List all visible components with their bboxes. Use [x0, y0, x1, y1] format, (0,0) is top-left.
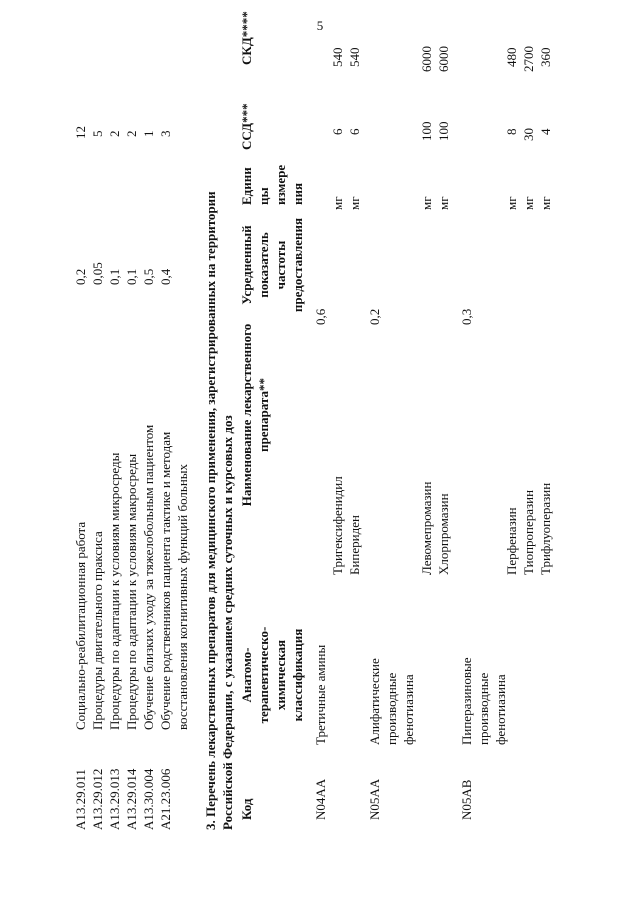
drug-ssd: 6 [330, 128, 345, 135]
drug-name: Левомепромазин [419, 481, 434, 575]
header-drug-line: препарата** [256, 378, 271, 452]
drug-unit: мг [419, 196, 434, 210]
header-frequency-line: частоты [273, 240, 288, 290]
drug-skd: 6000 [419, 46, 434, 72]
drug-unit: мг [521, 196, 536, 210]
drug-ssd: 100 [436, 121, 451, 141]
service-name: Процедуры двигательного праксиса [90, 531, 105, 730]
header-atc-line: терапевтическо- [256, 626, 271, 724]
group-atc-line: фенотиазина [493, 674, 508, 745]
service-code: A13.30.004 [141, 768, 156, 830]
drug-unit: мг [330, 196, 345, 210]
group-atc [458, 657, 509, 745]
service-code: A21.23.006 [158, 768, 173, 830]
drug-skd: 2700 [521, 46, 536, 72]
group-atc-line: Алифатические [367, 658, 382, 745]
service-frequency: 0,1 [107, 268, 122, 285]
drug-skd: 540 [330, 47, 345, 67]
drug-name: Трифлуоперазин [538, 482, 553, 575]
drug-ssd: 30 [521, 128, 536, 141]
service-code: A13.29.014 [124, 768, 139, 830]
header-atc [238, 605, 306, 745]
header-atc-line: Анатомо- [239, 647, 254, 703]
header-skd: СКД**** [239, 11, 254, 65]
drug-skd: 540 [347, 47, 362, 67]
service-frequency: 0,2 [73, 268, 88, 285]
header-units-line: цы [256, 187, 271, 205]
group-atc [366, 658, 417, 745]
drug-name: Тригексифенидил [330, 476, 345, 575]
service-name: Процедуры по адаптации к условиям макросреды [124, 453, 139, 730]
drug-ssd: 6 [347, 128, 362, 135]
service-multiplicity: 5 [90, 130, 105, 137]
group-atc-line: производные [476, 672, 491, 745]
header-frequency-line: предоставления [290, 217, 305, 313]
header-units-line: ния [290, 182, 305, 205]
header-units-line: Едини [239, 167, 254, 205]
service-frequency: 0,05 [90, 262, 105, 285]
group-atc-line: Пиперазиновые [459, 657, 474, 745]
service-multiplicity: 12 [73, 126, 88, 139]
group-atc-line: производные [384, 672, 399, 745]
service-name: Обучение родственников пациента тактике и методам [158, 431, 173, 730]
section-title: 3. Перечень лекарственных препаратов для медицинского применения, зарегистрированных на территории [203, 191, 218, 830]
service-code: A13.29.011 [73, 769, 88, 830]
drug-unit: мг [504, 196, 519, 210]
service-frequency: 0,4 [158, 268, 173, 285]
drug-name: Бипериден [347, 515, 362, 575]
group-code: N05AA [367, 778, 382, 820]
section-subtitle: Российской Федерации, с указанием средних суточных и курсовых доз [220, 415, 235, 830]
group-code: N04AA [313, 778, 328, 820]
service-code: A13.29.012 [90, 768, 105, 830]
service-frequency: 0,1 [124, 268, 139, 285]
header-atc-line: классификация [290, 628, 305, 722]
service-frequency: 0,5 [141, 268, 156, 285]
header-frequency-line: Усредненный [239, 225, 254, 305]
header-units-line: измере [273, 164, 288, 205]
group-atc: Третичные амины [313, 644, 328, 745]
drug-skd: 480 [504, 47, 519, 67]
service-name: Процедуры по адаптации к условиям микросреды [107, 452, 122, 730]
header-units [238, 165, 306, 205]
service-name-continued: восстановления когнитивных функций больных [175, 463, 190, 730]
header-atc-line: химическая [273, 639, 288, 711]
drug-ssd: 8 [504, 128, 519, 135]
drug-skd: 6000 [436, 46, 451, 72]
drug-unit: мг [436, 196, 451, 210]
service-name: Обучение близких уходу за тяжелобольным пациентом [141, 424, 156, 730]
header-drug-line: Наименование лекарственного [239, 323, 254, 507]
page-number: 5 [316, 18, 324, 33]
drug-name: Перфеназин [504, 507, 519, 575]
service-code: A13.29.013 [107, 768, 122, 830]
service-multiplicity: 1 [141, 130, 156, 137]
header-ssd: ССД*** [239, 103, 254, 150]
drug-name: Тиопроперазин [521, 489, 536, 575]
service-multiplicity: 2 [107, 130, 122, 137]
group-frequency: 0,2 [367, 308, 382, 325]
drug-unit: мг [347, 196, 362, 210]
group-code: N05AB [459, 779, 474, 820]
header-frequency-line: показатель [256, 232, 271, 298]
drug-unit: мг [538, 196, 553, 210]
group-frequency: 0,6 [313, 308, 328, 325]
header-frequency [238, 205, 306, 325]
group-frequency: 0,3 [459, 308, 474, 325]
service-multiplicity: 3 [158, 130, 173, 137]
drug-skd: 360 [538, 47, 553, 67]
group-atc-line: фенотиазина [401, 674, 416, 745]
header-code: Код [239, 798, 254, 820]
drug-name: Хлорпромазин [436, 493, 451, 575]
drug-ssd: 100 [419, 121, 434, 141]
service-name: Социально-реабилитационная работа [73, 521, 88, 730]
drug-ssd: 4 [538, 128, 553, 135]
service-multiplicity: 2 [124, 130, 139, 137]
